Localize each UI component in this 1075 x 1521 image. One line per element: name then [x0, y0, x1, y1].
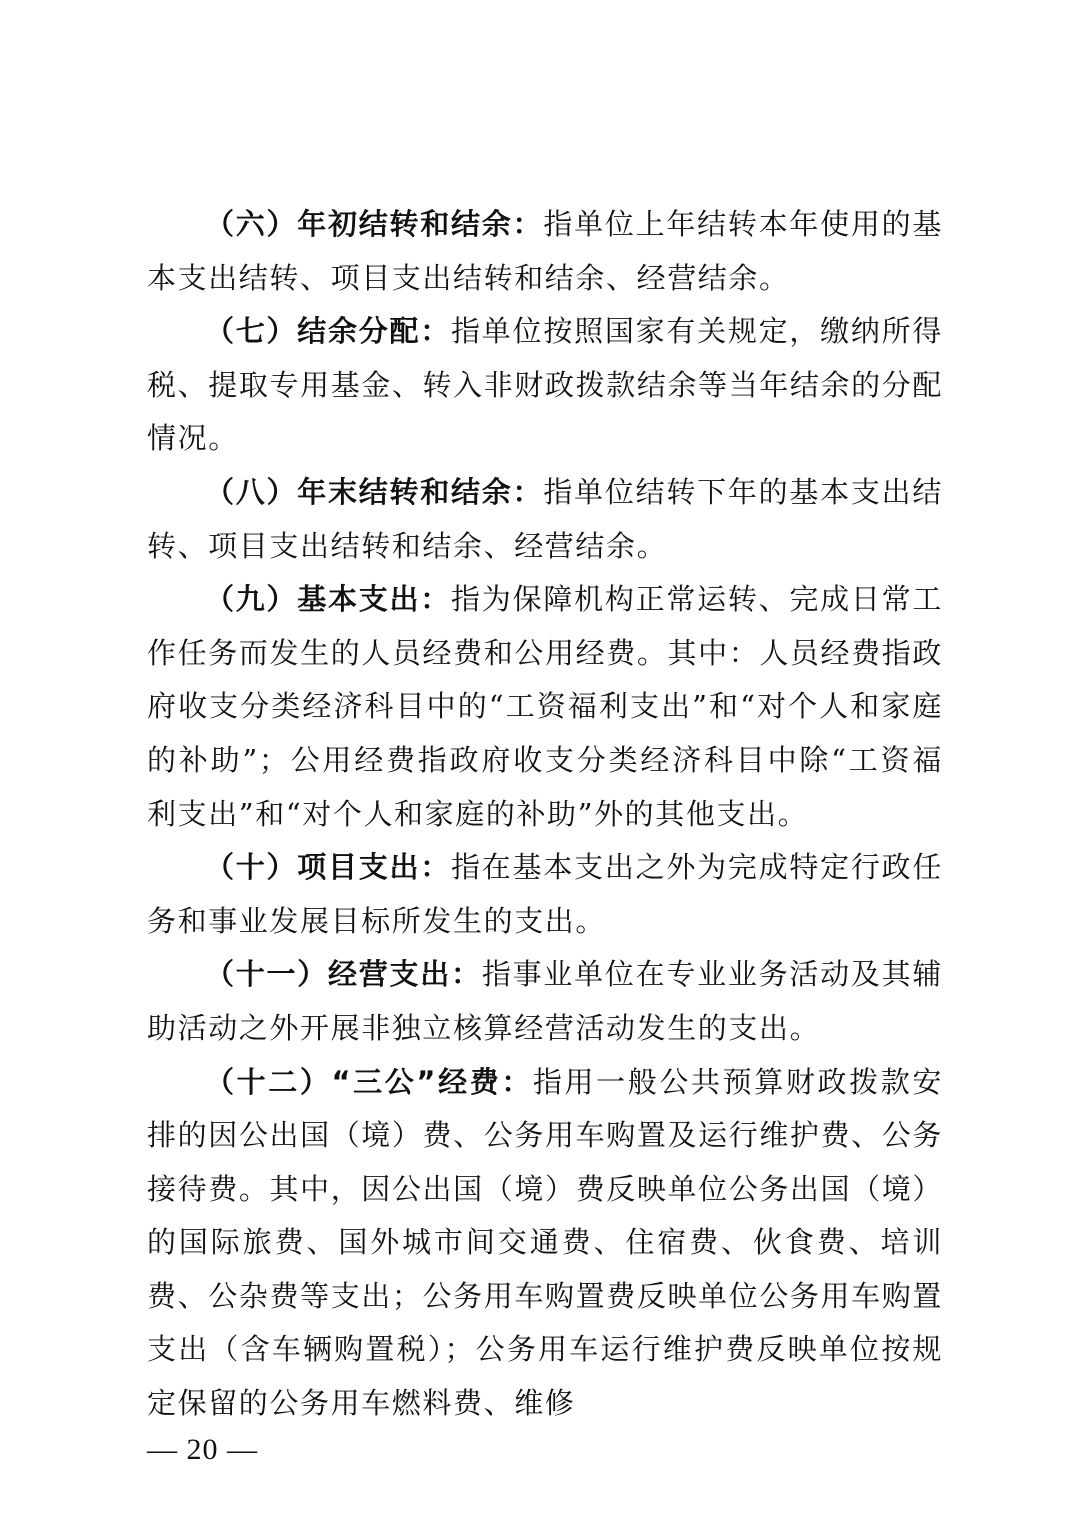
paragraph-6-term: （六）年初结转和结余：: [205, 207, 544, 241]
paragraph-11: [147, 948, 943, 1055]
paragraph-12-term: （十二）“三公”经费：: [205, 1064, 533, 1099]
paragraph-12: [147, 1056, 943, 1431]
paragraph-10: [147, 841, 943, 948]
paragraph-9: [147, 573, 943, 841]
paragraph-9-text: 指为保障机构正常运转、完成日常工作任务而发生的人员经费和公用经费。其中：人员经费指政府收支分类经济科目中的“工资福利支出”和“对个人和家庭的补助”；公用经费指政府收支分类经济科目中除“工资福利支出”和“对个人和家庭的补助”外的其他支出。: [147, 582, 943, 831]
paragraph-9-term: （九）基本支出：: [205, 582, 452, 617]
paragraph-7: [147, 305, 943, 466]
paragraph-10-text: 指在基本支出之外为完成特定行政任务和事业发展目标所发生的支出。: [147, 850, 943, 938]
paragraph-6-text: 指单位上年结转本年使用的基本支出结转、项目支出结转和结余、经营结余。: [147, 207, 943, 295]
paragraph-8: [147, 466, 943, 573]
paragraph-11-term: （十一）经营支出：: [205, 957, 482, 992]
paragraph-7-text: 指单位按照国家有关规定，缴纳所得税、提取专用基金、转入非财政拨款结余等当年结余的分配情况。: [147, 314, 943, 456]
paragraph-8-text: 指单位结转下年的基本支出结转、项目支出结转和结余、经营结余。: [147, 474, 943, 563]
paragraph-12-text: 指用一般公共预算财政拨款安排的因公出国（境）费、公务用车购置及运行维护费、公务接待费。其中，因公出国（境）费反映单位公务出国（境）的国际旅费、国外城市间交通费、住宿费、伙食费、培训费、公杂费等支出；公务用车购置费反映单位公务用车购置支出（含车辆购置税）；公务用车运行维护费反映单位按规定保留的公务用车燃料费、维修: [147, 1064, 943, 1421]
paragraph-6: [147, 198, 943, 305]
paragraph-11-text: 指事业单位在专业业务活动及其辅助活动之外开展非独立核算经营活动发生的支出。: [147, 957, 943, 1045]
paragraph-10-term: （十）项目支出：: [205, 850, 452, 885]
document-body: [147, 198, 943, 1431]
page-number: — 20 —: [147, 1433, 258, 1466]
paragraph-8-term: （八）年末结转和结余：: [205, 474, 544, 509]
paragraph-7-term: （七）结余分配：: [205, 314, 452, 349]
